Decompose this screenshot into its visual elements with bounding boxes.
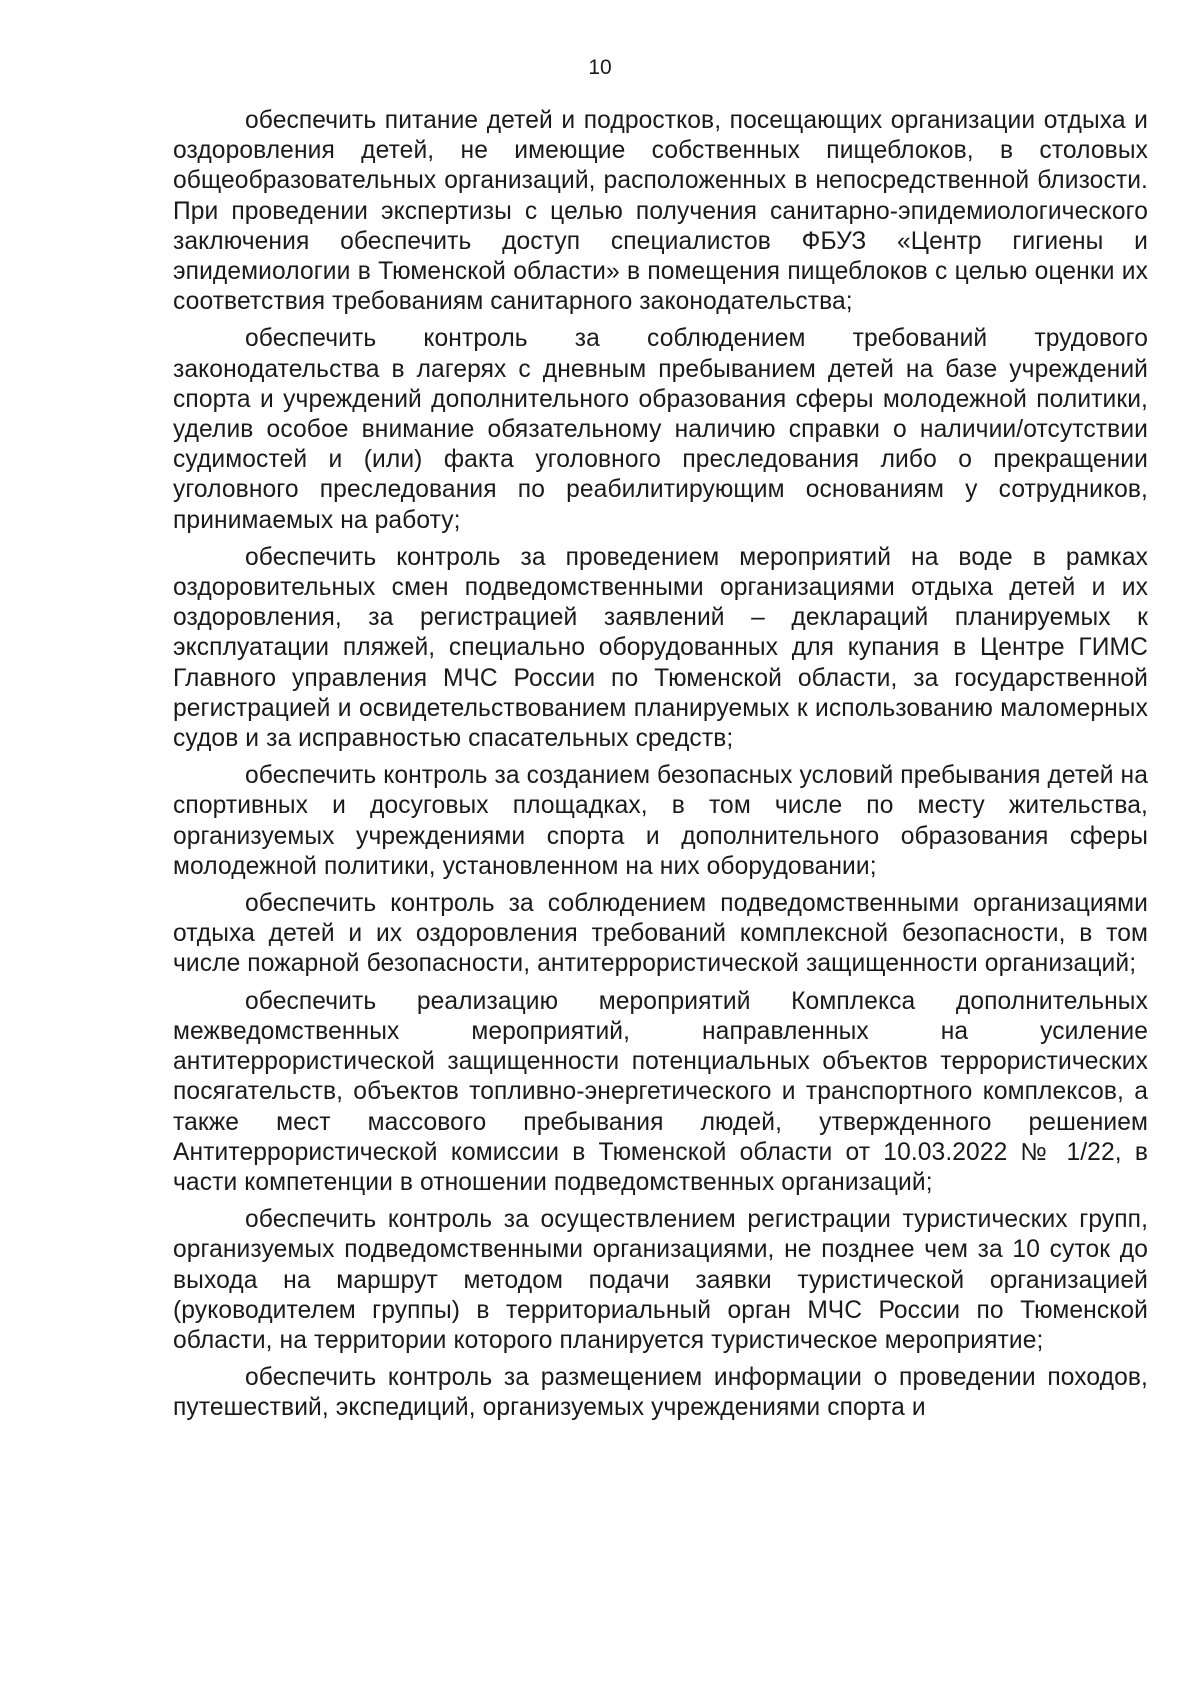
document-body: [173, 106, 1148, 1431]
paragraph-8: обеспечить контроль за размещением информации о проведении походов, путешествий, экспедиций, организуемых учреждениями спорта и: [173, 1364, 1148, 1422]
paragraph-4: обеспечить контроль за созданием безопасных условий пребывания детей на спортивных и досуговых площадках, в том числе по месту жительства, организуемых учреждениями спорта и дополнительного образования сферы молодежной политики, установленном на них оборудовании;: [173, 762, 1148, 880]
paragraph-5: обеспечить контроль за соблюдением подведомственными организациями отдыха детей и их оздоровления требований комплексной безопасности, в том числе пожарной безопасности, антитеррористической защищенности организаций;: [173, 890, 1148, 978]
paragraph-7: обеспечить контроль за осуществлением регистрации туристических групп, организуемых подведомственными организациями, не позднее чем за 10 суток до выхода на маршрут методом подачи заявки туристической организацией (руководителем группы) в территориальный орган МЧС России по Тюменской области, на территории которого планируется туристическое мероприятие;: [173, 1206, 1148, 1354]
paragraph-1: обеспечить питание детей и подростков, посещающих организации отдыха и оздоровления детей, не имеющие собственных пищеблоков, в столовых общеобразовательных организаций, расположенных в непосредственной близости. При проведении экспертизы с целью получения санитарно-эпидемиологического заключения обеспечить доступ специалистов ФБУЗ «Центр гигиены и эпидемиологии в Тюменской области» в помещения пищеблоков с целью оценки их соответствия требованиям санитарного законодательства;: [173, 107, 1148, 316]
page-number: 10: [588, 56, 612, 79]
paragraph-6: обеспечить реализацию мероприятий Комплекса дополнительных межведомственных мероприятий, направленных на усиление антитеррористической защищенности потенциальных объектов террористических посягательств, объектов топливно-энергетического и транспортного комплексов, а также мест массового пребывания людей, утвержденного решением Антитеррористической комиссии в Тюменской области от 10.03.2022 № 1/22, в части компетенции в отношении подведомственных организаций;: [173, 987, 1148, 1196]
paragraph-2: обеспечить контроль за соблюдением требований трудового законодательства в лагерях с дневным пребыванием детей на базе учреждений спорта и учреждений дополнительного образования сферы молодежной политики, уделив особое внимание обязательному наличию справки о наличии/отсутствии судимостей и (или) факта уголовного преследования либо о прекращении уголовного преследования по реабилитирующим основаниям у сотрудников, принимаемых на работу;: [173, 325, 1148, 534]
paragraph-3: обеспечить контроль за проведением мероприятий на воде в рамках оздоровительных смен подведомственными организациями отдыха детей и их оздоровления, за регистрацией заявлений – деклараций планируемых к эксплуатации пляжей, специально оборудованных для купания в Центре ГИМС Главного управления МЧС России по Тюменской области, за государственной регистрацией и освидетельствованием планируемых к использованию маломерных судов и за исправностью спасательных средств;: [173, 543, 1148, 753]
